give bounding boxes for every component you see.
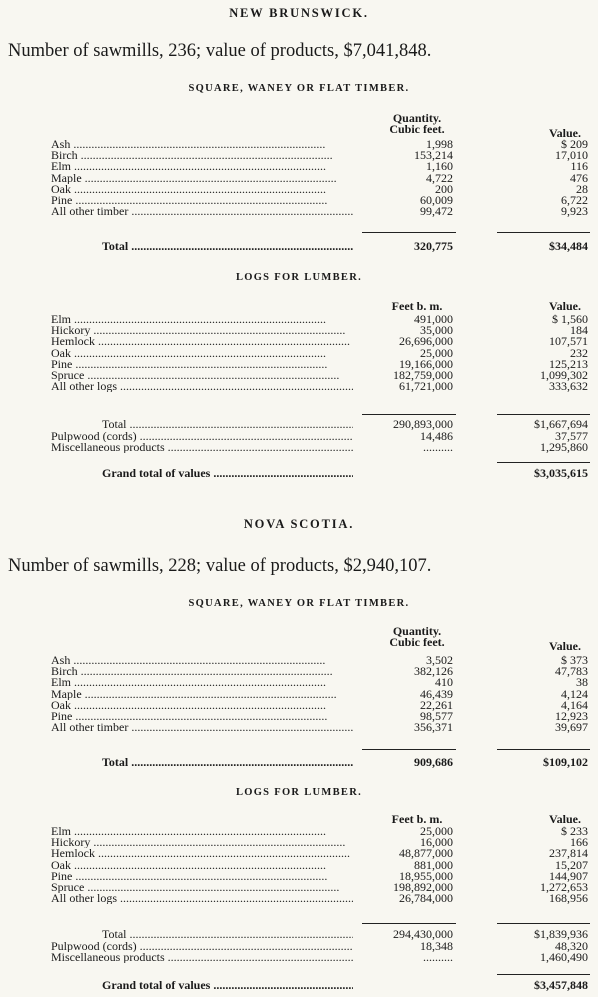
log-row-label: Oak ..... — [51, 860, 353, 871]
timber-row-quantity: 153,214 — [414, 148, 453, 163]
grand-total-row-label: Grand total of values ..... — [102, 468, 353, 479]
timber-row-label: Birch ..... — [51, 666, 353, 677]
extra-product-row-quantity: .......... — [423, 950, 453, 965]
log-row-label: Elm ..... — [51, 826, 353, 837]
timber-row-quantity: 1,998 — [426, 137, 453, 151]
log-row-quantity: 48,877,000 — [399, 846, 453, 861]
log-row — [0, 837, 598, 848]
quantity-total-rule — [362, 414, 456, 415]
province-heading: NEW BRUNSWICK. — [229, 6, 369, 20]
timber-row-label: All other timber ..... — [51, 722, 353, 733]
grand-total-row — [0, 980, 598, 991]
extra-product-row-label: Miscellaneous products ..... — [51, 952, 353, 963]
sawmill-summary: Number of sawmills, 228; value of products, $2,940,107. — [8, 556, 432, 576]
timber-row-value: 4,124 — [561, 686, 588, 701]
timber-row-label: Oak ..... — [51, 700, 353, 711]
quantity-total-rule — [362, 923, 456, 924]
timber-row-quantity: 60,009 — [420, 193, 453, 207]
timber-row-value: 28 — [576, 181, 588, 196]
extra-product-row — [0, 442, 598, 453]
timber-row-quantity: 3,502 — [426, 653, 453, 667]
log-row-label: All other logs ..... — [51, 381, 353, 392]
quantity-header-line: Cubic feet. — [389, 635, 445, 649]
timber-row-quantity: 46,439 — [420, 686, 453, 701]
log-row-quantity: 25,000 — [420, 345, 453, 360]
log-row-value: $ 233 — [561, 824, 588, 838]
timber-total-row-value: $34,484 — [549, 239, 588, 253]
timber-row — [0, 711, 598, 722]
timber-row — [0, 697, 598, 712]
timber-row — [0, 677, 598, 688]
timber-row — [0, 161, 598, 172]
timber-row — [0, 722, 598, 733]
log-row — [0, 325, 598, 336]
value-total-rule — [497, 749, 590, 750]
log-row-value: 184 — [570, 323, 588, 338]
log-row-value: 107,571 — [549, 334, 588, 349]
extra-product-row — [0, 952, 598, 963]
timber-row-value: 116 — [570, 159, 588, 174]
extra-product-row-value: 1,295,860 — [540, 440, 588, 455]
quantity-header-line: Cubic feet. — [389, 122, 445, 136]
grand-total-row-value: $3,457,848 — [534, 978, 588, 992]
timber-row-quantity: 98,577 — [420, 709, 453, 723]
value-column-header: Value. — [549, 299, 581, 313]
timber-row-value: 4,164 — [561, 697, 588, 712]
timber-row-quantity: 1,160 — [426, 159, 453, 174]
log-row-value: 125,213 — [549, 356, 588, 371]
logs-total-row-quantity: 294,430,000 — [393, 927, 453, 941]
extra-product-row-label: Pulpwood (cords) ..... — [51, 431, 353, 442]
log-row — [0, 893, 598, 904]
value-total-rule — [497, 232, 590, 233]
log-row-quantity: 19,166,000 — [399, 356, 453, 371]
timber-total-row — [0, 757, 598, 768]
grand-total-row-label: Grand total of values ..... — [102, 980, 353, 991]
extra-product-row-quantity: 14,486 — [420, 429, 453, 443]
timber-row-value: $ 209 — [561, 137, 588, 151]
province-heading: NOVA SCOTIA. — [243, 517, 355, 531]
timber-total-row-value: $109,102 — [543, 755, 588, 769]
timber-row-quantity: 410 — [435, 675, 453, 690]
value-column-header: Value. — [549, 812, 581, 826]
log-row — [0, 882, 598, 893]
logs-total-row-quantity: 290,893,000 — [393, 417, 453, 431]
timber-row-label: Birch ..... — [51, 150, 353, 161]
extra-product-row-label: Miscellaneous products ..... — [51, 442, 353, 453]
log-row-value: $ 1,560 — [552, 312, 588, 326]
grand-total-row-value: $3,035,615 — [534, 466, 588, 480]
log-row-value: 144,907 — [549, 868, 588, 883]
log-row-value: 166 — [570, 835, 588, 850]
sawmill-summary: Number of sawmills, 236; value of products, $7,041,848. — [8, 41, 432, 61]
quantity-column-header: Feet b. m. — [391, 812, 443, 826]
logs-total-row — [0, 929, 598, 940]
timber-row-label: Elm ..... — [51, 161, 353, 172]
log-row — [0, 314, 598, 325]
timber-row-label: Maple ..... — [51, 689, 353, 700]
timber-row-value: 9,923 — [561, 204, 588, 219]
value-column-header: Value. — [549, 126, 581, 140]
timber-row-label: Ash ..... — [51, 655, 353, 666]
timber-row-value: 12,923 — [555, 709, 588, 723]
timber-row-label: Ash ..... — [51, 139, 353, 150]
quantity-column-header — [372, 626, 462, 648]
timber-row-value: 38 — [576, 675, 588, 690]
timber-row — [0, 195, 598, 206]
timber-heading: SQUARE, WANEY OR FLAT TIMBER. — [188, 83, 410, 94]
extra-product-row-label: Pulpwood (cords) ..... — [51, 941, 353, 952]
timber-total-row-label: Total ..... — [102, 241, 353, 252]
timber-row-quantity: 382,126 — [414, 664, 453, 679]
log-row-label: Hemlock ..... — [51, 848, 353, 859]
grand-total-row — [0, 468, 598, 479]
timber-row — [0, 139, 598, 150]
timber-row-value: 6,722 — [561, 193, 588, 207]
timber-row — [0, 206, 598, 217]
logs-heading: LOGS FOR LUMBER. — [235, 272, 363, 283]
timber-row-value: $ 373 — [561, 653, 588, 667]
timber-row — [0, 150, 598, 161]
log-row-label: All other logs ..... — [51, 893, 353, 904]
log-row-quantity: 18,955,000 — [399, 868, 453, 883]
log-row-label: Hickory ..... — [51, 325, 353, 336]
quantity-header-line: Quantity. — [392, 111, 442, 125]
timber-row — [0, 655, 598, 666]
log-row-quantity: 198,892,000 — [393, 880, 453, 894]
logs-total-row-value: $1,839,936 — [534, 927, 588, 941]
log-row-value: 1,272,653 — [540, 880, 588, 894]
logs-heading: LOGS FOR LUMBER. — [235, 787, 363, 798]
quantity-total-rule — [362, 749, 456, 750]
log-row — [0, 381, 598, 392]
log-row-quantity: 16,000 — [420, 835, 453, 850]
timber-row — [0, 170, 598, 185]
log-row-value: 237,814 — [549, 846, 588, 861]
log-row — [0, 356, 598, 371]
grand-total-rule — [497, 974, 590, 975]
extra-product-row — [0, 431, 598, 442]
timber-row-label: Pine ..... — [51, 711, 353, 722]
log-row-label: Spruce ..... — [51, 370, 353, 381]
timber-row — [0, 666, 598, 677]
log-row-label: Hickory ..... — [51, 837, 353, 848]
timber-row — [0, 686, 598, 701]
log-row — [0, 370, 598, 381]
timber-total-row-quantity: 909,686 — [414, 755, 453, 769]
value-total-rule — [497, 923, 590, 924]
log-row-label: Pine ..... — [51, 359, 353, 370]
timber-row-quantity: 200 — [435, 181, 453, 196]
log-row-label: Pine ..... — [51, 871, 353, 882]
extra-product-row-quantity: .......... — [423, 440, 453, 455]
log-row-value: 15,207 — [555, 857, 588, 872]
log-row-quantity: 26,784,000 — [399, 891, 453, 906]
log-row — [0, 336, 598, 347]
value-total-rule — [497, 414, 590, 415]
timber-row-label: Maple ..... — [51, 173, 353, 184]
timber-row-value: 39,697 — [555, 720, 588, 735]
log-row-value: 1,099,302 — [540, 368, 588, 382]
timber-row-quantity: 356,371 — [414, 720, 453, 735]
value-column-header: Value. — [549, 639, 581, 653]
timber-row-value: 476 — [570, 170, 588, 185]
log-row — [0, 868, 598, 883]
timber-row-label: Oak ..... — [51, 184, 353, 195]
logs-total-row — [0, 419, 598, 430]
timber-row-quantity: 4,722 — [426, 170, 453, 185]
log-row-quantity: 491,000 — [414, 312, 453, 326]
quantity-column-header — [372, 113, 462, 135]
timber-row-value: 47,783 — [555, 664, 588, 679]
extra-product-row-value: 37,577 — [555, 429, 588, 443]
log-row — [0, 848, 598, 859]
timber-total-row — [0, 241, 598, 252]
timber-row-quantity: 22,261 — [420, 697, 453, 712]
timber-row-label: Elm ..... — [51, 677, 353, 688]
logs-total-row-label: Total ..... — [102, 929, 353, 940]
quantity-total-rule — [362, 232, 456, 233]
timber-row-label: All other timber ..... — [51, 206, 353, 217]
timber-row — [0, 181, 598, 196]
timber-row-label: Pine ..... — [51, 195, 353, 206]
log-row — [0, 857, 598, 872]
log-row-quantity: 61,721,000 — [399, 379, 453, 394]
timber-total-row-label: Total ..... — [102, 757, 353, 768]
timber-heading: SQUARE, WANEY OR FLAT TIMBER. — [188, 598, 410, 609]
grand-total-rule — [497, 462, 590, 463]
log-row-value: 168,956 — [549, 891, 588, 906]
log-row-label: Spruce ..... — [51, 882, 353, 893]
log-row-quantity: 182,759,000 — [393, 368, 453, 382]
log-row-quantity: 881,000 — [414, 857, 453, 872]
timber-row-value: 17,010 — [555, 148, 588, 163]
log-row-label: Oak ..... — [51, 348, 353, 359]
timber-total-row-quantity: 320,775 — [414, 239, 453, 253]
logs-total-row-label: Total ..... — [102, 419, 353, 430]
extra-product-row-value: 48,320 — [555, 939, 588, 953]
log-row — [0, 826, 598, 837]
log-row-value: 333,632 — [549, 379, 588, 394]
log-row-label: Hemlock ..... — [51, 336, 353, 347]
log-row-quantity: 26,696,000 — [399, 334, 453, 349]
logs-total-row-value: $1,667,694 — [534, 417, 588, 431]
log-row-label: Elm ..... — [51, 314, 353, 325]
extra-product-row-quantity: 18,348 — [420, 939, 453, 953]
quantity-header-line: Quantity. — [392, 624, 442, 638]
extra-product-row — [0, 941, 598, 952]
quantity-column-header: Feet b. m. — [391, 299, 443, 313]
timber-row-quantity: 99,472 — [420, 204, 453, 219]
log-row-quantity: 35,000 — [420, 323, 453, 338]
log-row-quantity: 25,000 — [420, 824, 453, 838]
log-row — [0, 345, 598, 360]
extra-product-row-value: 1,460,490 — [540, 950, 588, 965]
log-row-value: 232 — [570, 345, 588, 360]
